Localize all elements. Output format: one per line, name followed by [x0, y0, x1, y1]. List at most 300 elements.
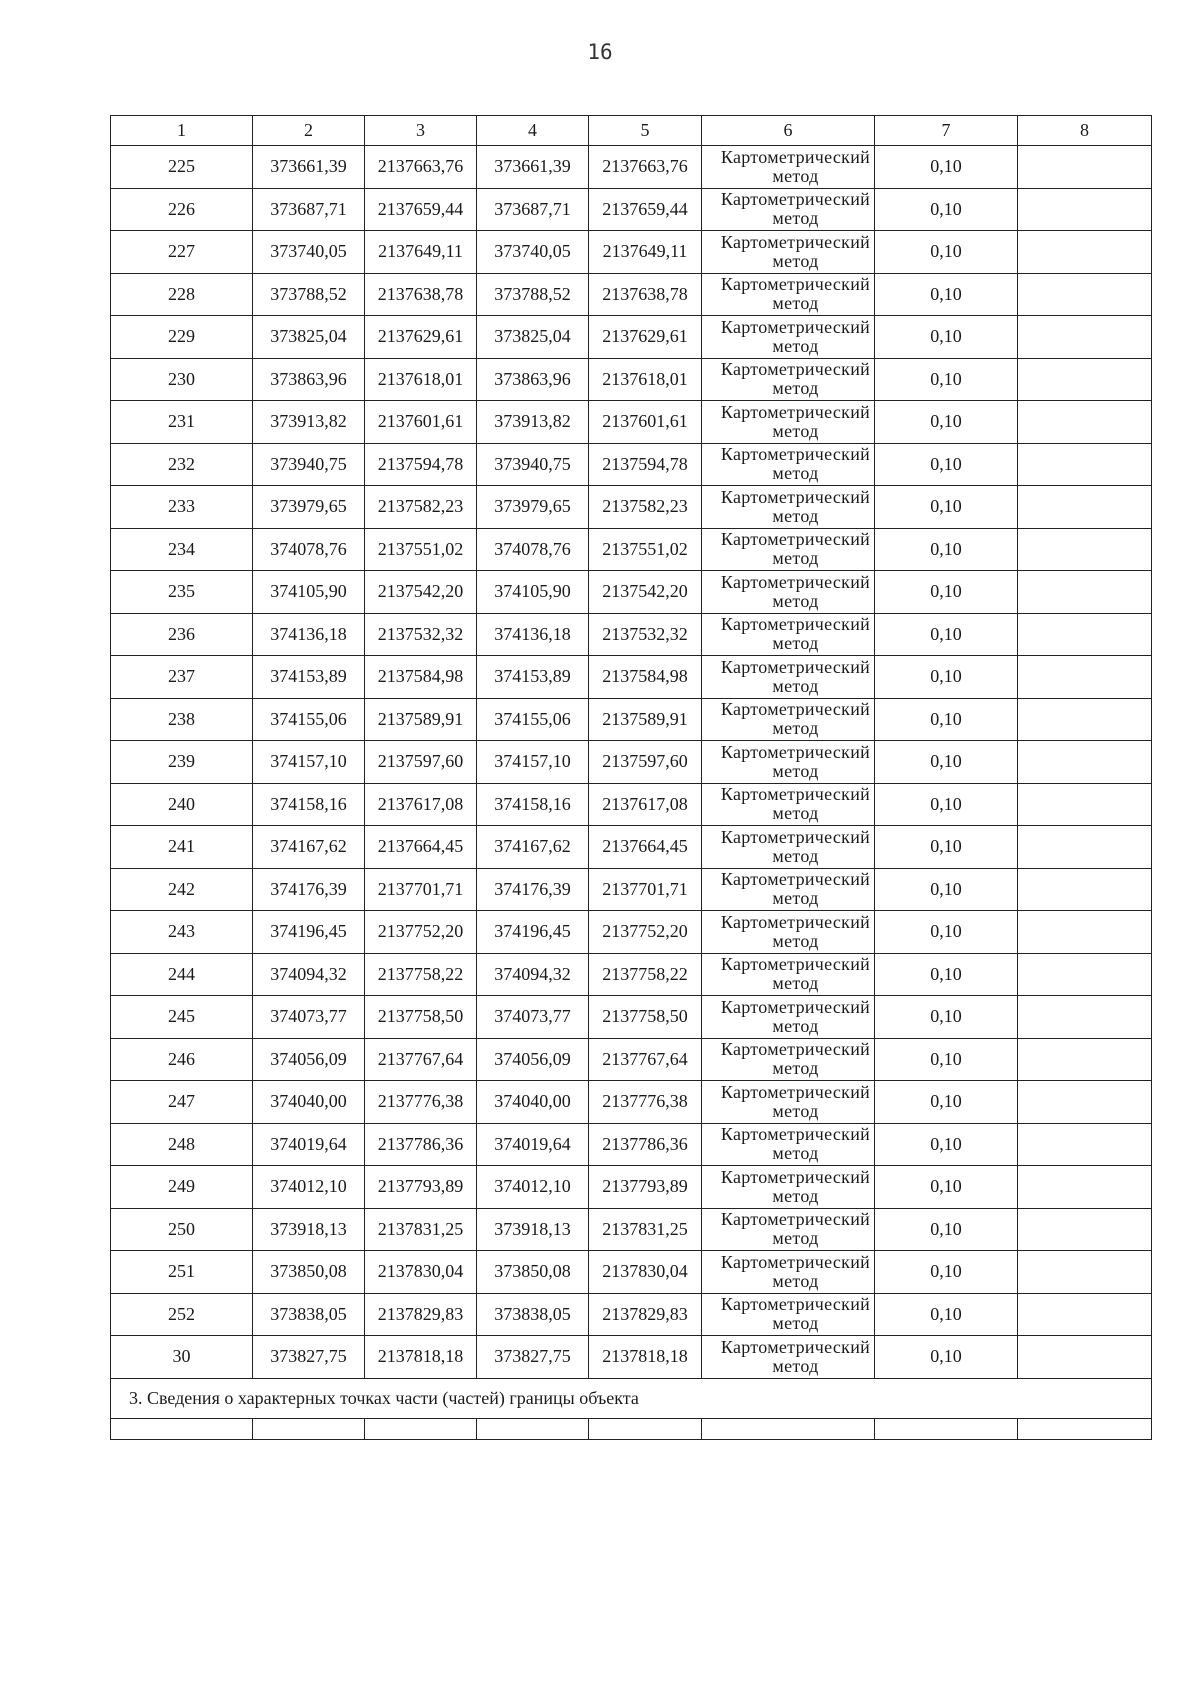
page-number: 16 [587, 40, 613, 64]
point-number-cell: 230 [111, 358, 253, 401]
determination-method-cell [702, 1166, 875, 1209]
y-coordinate-new-cell: 2137818,18 [589, 1336, 702, 1379]
y-coordinate-cell: 2137629,61 [365, 316, 477, 359]
x-coordinate-new-cell: 373838,05 [477, 1293, 589, 1336]
point-number-cell: 233 [111, 486, 253, 529]
table-row [111, 613, 1152, 656]
y-coordinate-new-cell: 2137664,45 [589, 826, 702, 869]
note-cell [1018, 1038, 1152, 1081]
method-line: Картометрический [720, 1336, 871, 1357]
determination-method-cell [702, 1038, 875, 1081]
y-coordinate-new-cell: 2137776,38 [589, 1081, 702, 1124]
table-row [111, 868, 1152, 911]
y-coordinate-cell: 2137638,78 [365, 273, 477, 316]
column-header: 2 [253, 116, 365, 146]
y-coordinate-new-cell: 2137649,11 [589, 231, 702, 274]
x-coordinate-cell: 374105,90 [253, 571, 365, 614]
table-row [111, 1038, 1152, 1081]
point-number-cell: 228 [111, 273, 253, 316]
y-coordinate-cell: 2137618,01 [365, 358, 477, 401]
y-coordinate-new-cell: 2137551,02 [589, 528, 702, 571]
table-row [111, 1081, 1152, 1124]
note-cell [1018, 911, 1152, 954]
y-coordinate-new-cell: 2137532,32 [589, 613, 702, 656]
method-line: метод [772, 463, 819, 484]
determination-method-cell [702, 613, 875, 656]
column-header: 4 [477, 116, 589, 146]
x-coordinate-cell: 374136,18 [253, 613, 365, 656]
method-line: метод [772, 888, 819, 909]
point-number-cell: 250 [111, 1208, 253, 1251]
x-coordinate-new-cell: 374155,06 [477, 698, 589, 741]
method-line: метод [772, 1313, 819, 1334]
y-coordinate-new-cell: 2137829,83 [589, 1293, 702, 1336]
table-cell [477, 1418, 589, 1439]
table-row [111, 443, 1152, 486]
note-cell [1018, 868, 1152, 911]
method-line: метод [772, 845, 819, 866]
method-line: Картометрический [720, 1039, 871, 1060]
point-number-cell: 235 [111, 571, 253, 614]
point-number-cell: 227 [111, 231, 253, 274]
x-coordinate-cell: 374157,10 [253, 741, 365, 784]
note-cell [1018, 1208, 1152, 1251]
accuracy-cell: 0,10 [875, 1293, 1018, 1336]
determination-method-cell [702, 656, 875, 699]
x-coordinate-cell: 373687,71 [253, 188, 365, 231]
determination-method-cell [702, 1251, 875, 1294]
method-line: метод [772, 1015, 819, 1036]
table-row [111, 273, 1152, 316]
table-row [111, 953, 1152, 996]
x-coordinate-new-cell: 373913,82 [477, 401, 589, 444]
x-coordinate-cell: 374078,76 [253, 528, 365, 571]
x-coordinate-cell: 373788,52 [253, 273, 365, 316]
point-number-cell: 243 [111, 911, 253, 954]
note-cell [1018, 358, 1152, 401]
determination-method-cell [702, 1293, 875, 1336]
x-coordinate-cell: 373863,96 [253, 358, 365, 401]
column-header: 8 [1018, 116, 1152, 146]
method-line: метод [772, 718, 819, 739]
method-line: Картометрический [720, 784, 871, 805]
x-coordinate-new-cell: 374105,90 [477, 571, 589, 614]
y-coordinate-new-cell: 2137758,22 [589, 953, 702, 996]
y-coordinate-new-cell: 2137542,20 [589, 571, 702, 614]
table-cell [875, 1418, 1018, 1439]
note-cell [1018, 783, 1152, 826]
y-coordinate-cell: 2137701,71 [365, 868, 477, 911]
method-line: Картометрический [720, 741, 871, 762]
x-coordinate-cell: 374056,09 [253, 1038, 365, 1081]
y-coordinate-new-cell: 2137701,71 [589, 868, 702, 911]
x-coordinate-new-cell: 374012,10 [477, 1166, 589, 1209]
table-cell [1018, 1418, 1152, 1439]
method-line: метод [772, 1355, 819, 1376]
point-number-cell: 248 [111, 1123, 253, 1166]
column-header: 3 [365, 116, 477, 146]
y-coordinate-new-cell: 2137767,64 [589, 1038, 702, 1081]
section-3-title: 3. Сведения о характерных точках части (частей) границы объекта [111, 1378, 1152, 1418]
point-number-cell: 238 [111, 698, 253, 741]
method-line: Картометрический [720, 954, 871, 975]
method-line: Картометрический [720, 1081, 871, 1102]
accuracy-cell: 0,10 [875, 1038, 1018, 1081]
y-coordinate-cell: 2137786,36 [365, 1123, 477, 1166]
point-number-cell: 229 [111, 316, 253, 359]
method-line: метод [772, 675, 819, 696]
x-coordinate-new-cell: 374136,18 [477, 613, 589, 656]
accuracy-cell: 0,10 [875, 953, 1018, 996]
note-cell [1018, 146, 1152, 189]
y-coordinate-new-cell: 2137831,25 [589, 1208, 702, 1251]
table-row [111, 231, 1152, 274]
coordinates-table [110, 115, 1152, 1440]
method-line: Картометрический [720, 614, 871, 635]
table-row [111, 1251, 1152, 1294]
table-cell [589, 1418, 702, 1439]
table-row [111, 656, 1152, 699]
accuracy-cell: 0,10 [875, 358, 1018, 401]
table-row [111, 146, 1152, 189]
note-cell [1018, 1123, 1152, 1166]
point-number-cell: 245 [111, 996, 253, 1039]
determination-method-cell [702, 698, 875, 741]
note-cell [1018, 1251, 1152, 1294]
method-line: метод [772, 335, 819, 356]
determination-method-cell [702, 826, 875, 869]
x-coordinate-new-cell: 373687,71 [477, 188, 589, 231]
x-coordinate-cell: 373661,39 [253, 146, 365, 189]
method-line: Картометрический [720, 996, 871, 1017]
x-coordinate-new-cell: 373740,05 [477, 231, 589, 274]
method-line: Картометрический [720, 146, 871, 167]
table-row [111, 358, 1152, 401]
x-coordinate-new-cell: 373940,75 [477, 443, 589, 486]
method-line: метод [772, 1270, 819, 1291]
y-coordinate-cell: 2137649,11 [365, 231, 477, 274]
accuracy-cell: 0,10 [875, 1208, 1018, 1251]
method-line: Картометрический [720, 274, 871, 295]
y-coordinate-cell: 2137617,08 [365, 783, 477, 826]
note-cell [1018, 1336, 1152, 1379]
point-number-cell: 241 [111, 826, 253, 869]
method-line: метод [772, 760, 819, 781]
accuracy-cell: 0,10 [875, 741, 1018, 784]
x-coordinate-new-cell: 373788,52 [477, 273, 589, 316]
y-coordinate-new-cell: 2137659,44 [589, 188, 702, 231]
method-line: метод [772, 548, 819, 569]
note-cell [1018, 1166, 1152, 1209]
determination-method-cell [702, 486, 875, 529]
note-cell [1018, 443, 1152, 486]
method-line: Картометрический [720, 1251, 871, 1272]
y-coordinate-cell: 2137551,02 [365, 528, 477, 571]
method-line: метод [772, 1143, 819, 1164]
method-line: метод [772, 293, 819, 314]
point-number-cell: 231 [111, 401, 253, 444]
note-cell [1018, 231, 1152, 274]
column-header: 7 [875, 116, 1018, 146]
table-row [111, 401, 1152, 444]
table-row [111, 571, 1152, 614]
method-line: метод [772, 1100, 819, 1121]
method-line: метод [772, 1058, 819, 1079]
y-coordinate-cell: 2137601,61 [365, 401, 477, 444]
method-line: метод [772, 505, 819, 526]
point-number-cell: 226 [111, 188, 253, 231]
table-cell [702, 1418, 875, 1439]
method-line: Картометрический [720, 359, 871, 380]
y-coordinate-new-cell: 2137663,76 [589, 146, 702, 189]
point-number-cell: 249 [111, 1166, 253, 1209]
accuracy-cell: 0,10 [875, 1336, 1018, 1379]
y-coordinate-new-cell: 2137758,50 [589, 996, 702, 1039]
accuracy-cell: 0,10 [875, 826, 1018, 869]
table-row [111, 1293, 1152, 1336]
table-row [111, 188, 1152, 231]
determination-method-cell [702, 231, 875, 274]
method-line: метод [772, 930, 819, 951]
y-coordinate-cell: 2137831,25 [365, 1208, 477, 1251]
table-row [111, 1166, 1152, 1209]
y-coordinate-new-cell: 2137589,91 [589, 698, 702, 741]
table-row [111, 783, 1152, 826]
y-coordinate-cell: 2137663,76 [365, 146, 477, 189]
determination-method-cell [702, 996, 875, 1039]
method-line: метод [772, 590, 819, 611]
x-coordinate-new-cell: 374073,77 [477, 996, 589, 1039]
method-line: Картометрический [720, 1124, 871, 1145]
x-coordinate-new-cell: 373661,39 [477, 146, 589, 189]
determination-method-cell [702, 528, 875, 571]
point-number-cell: 247 [111, 1081, 253, 1124]
table-row [111, 316, 1152, 359]
accuracy-cell: 0,10 [875, 1081, 1018, 1124]
y-coordinate-new-cell: 2137793,89 [589, 1166, 702, 1209]
y-coordinate-cell: 2137793,89 [365, 1166, 477, 1209]
accuracy-cell: 0,10 [875, 401, 1018, 444]
accuracy-cell: 0,10 [875, 996, 1018, 1039]
method-line: Картометрический [720, 826, 871, 847]
y-coordinate-new-cell: 2137597,60 [589, 741, 702, 784]
y-coordinate-cell: 2137664,45 [365, 826, 477, 869]
table-cell [111, 1418, 253, 1439]
method-line: Картометрический [720, 656, 871, 677]
y-coordinate-cell: 2137532,32 [365, 613, 477, 656]
x-coordinate-new-cell: 374157,10 [477, 741, 589, 784]
x-coordinate-new-cell: 373918,13 [477, 1208, 589, 1251]
method-line: метод [772, 378, 819, 399]
x-coordinate-new-cell: 374078,76 [477, 528, 589, 571]
method-line: метод [772, 250, 819, 271]
method-line: Картометрический [720, 231, 871, 252]
point-number-cell: 252 [111, 1293, 253, 1336]
y-coordinate-new-cell: 2137752,20 [589, 911, 702, 954]
note-cell [1018, 826, 1152, 869]
accuracy-cell: 0,10 [875, 783, 1018, 826]
x-coordinate-new-cell: 374019,64 [477, 1123, 589, 1166]
point-number-cell: 244 [111, 953, 253, 996]
x-coordinate-new-cell: 373825,04 [477, 316, 589, 359]
determination-method-cell [702, 401, 875, 444]
note-cell [1018, 401, 1152, 444]
x-coordinate-new-cell: 374158,16 [477, 783, 589, 826]
y-coordinate-cell: 2137829,83 [365, 1293, 477, 1336]
y-coordinate-cell: 2137776,38 [365, 1081, 477, 1124]
method-line: Картометрический [720, 316, 871, 337]
determination-method-cell [702, 1123, 875, 1166]
y-coordinate-cell: 2137767,64 [365, 1038, 477, 1081]
x-coordinate-cell: 373740,05 [253, 231, 365, 274]
table-row [111, 996, 1152, 1039]
point-number-cell: 246 [111, 1038, 253, 1081]
x-coordinate-new-cell: 374040,00 [477, 1081, 589, 1124]
y-coordinate-cell: 2137758,22 [365, 953, 477, 996]
method-line: Картометрический [720, 571, 871, 592]
method-line: метод [772, 803, 819, 824]
table-row [111, 1208, 1152, 1251]
method-line: Картометрический [720, 1294, 871, 1315]
point-number-cell: 237 [111, 656, 253, 699]
accuracy-cell: 0,10 [875, 868, 1018, 911]
determination-method-cell [702, 146, 875, 189]
x-coordinate-cell: 373825,04 [253, 316, 365, 359]
x-coordinate-new-cell: 374094,32 [477, 953, 589, 996]
note-cell [1018, 613, 1152, 656]
y-coordinate-cell: 2137659,44 [365, 188, 477, 231]
y-coordinate-new-cell: 2137629,61 [589, 316, 702, 359]
x-coordinate-new-cell: 374196,45 [477, 911, 589, 954]
empty-row [111, 1418, 1152, 1439]
table-row [111, 911, 1152, 954]
y-coordinate-cell: 2137597,60 [365, 741, 477, 784]
accuracy-cell: 0,10 [875, 1123, 1018, 1166]
accuracy-cell: 0,10 [875, 486, 1018, 529]
y-coordinate-cell: 2137830,04 [365, 1251, 477, 1294]
method-line: Картометрический [720, 1166, 871, 1187]
table-row [111, 1336, 1152, 1379]
note-cell [1018, 1293, 1152, 1336]
method-line: Картометрический [720, 1209, 871, 1230]
y-coordinate-new-cell: 2137830,04 [589, 1251, 702, 1294]
determination-method-cell [702, 1081, 875, 1124]
determination-method-cell [702, 911, 875, 954]
x-coordinate-cell: 374012,10 [253, 1166, 365, 1209]
accuracy-cell: 0,10 [875, 571, 1018, 614]
table-row [111, 826, 1152, 869]
y-coordinate-new-cell: 2137594,78 [589, 443, 702, 486]
accuracy-cell: 0,10 [875, 613, 1018, 656]
x-coordinate-cell: 374176,39 [253, 868, 365, 911]
determination-method-cell [702, 443, 875, 486]
y-coordinate-cell: 2137594,78 [365, 443, 477, 486]
accuracy-cell: 0,10 [875, 146, 1018, 189]
point-number-cell: 239 [111, 741, 253, 784]
accuracy-cell: 0,10 [875, 1166, 1018, 1209]
y-coordinate-new-cell: 2137582,23 [589, 486, 702, 529]
note-cell [1018, 528, 1152, 571]
point-number-cell: 232 [111, 443, 253, 486]
y-coordinate-new-cell: 2137601,61 [589, 401, 702, 444]
method-line: метод [772, 208, 819, 229]
point-number-cell: 30 [111, 1336, 253, 1379]
determination-method-cell [702, 953, 875, 996]
table-row [111, 698, 1152, 741]
accuracy-cell: 0,10 [875, 698, 1018, 741]
y-coordinate-cell: 2137584,98 [365, 656, 477, 699]
note-cell [1018, 996, 1152, 1039]
x-coordinate-cell: 374019,64 [253, 1123, 365, 1166]
note-cell [1018, 656, 1152, 699]
note-cell [1018, 316, 1152, 359]
column-header: 6 [702, 116, 875, 146]
accuracy-cell: 0,10 [875, 231, 1018, 274]
determination-method-cell [702, 316, 875, 359]
accuracy-cell: 0,10 [875, 273, 1018, 316]
determination-method-cell [702, 1208, 875, 1251]
table-row [111, 1123, 1152, 1166]
determination-method-cell [702, 741, 875, 784]
column-header-row [111, 116, 1152, 146]
x-coordinate-new-cell: 374056,09 [477, 1038, 589, 1081]
x-coordinate-new-cell: 373863,96 [477, 358, 589, 401]
note-cell [1018, 741, 1152, 784]
determination-method-cell [702, 783, 875, 826]
note-cell [1018, 273, 1152, 316]
method-line: метод [772, 633, 819, 654]
x-coordinate-cell: 373913,82 [253, 401, 365, 444]
x-coordinate-cell: 373838,05 [253, 1293, 365, 1336]
y-coordinate-new-cell: 2137618,01 [589, 358, 702, 401]
y-coordinate-cell: 2137818,18 [365, 1336, 477, 1379]
point-number-cell: 242 [111, 868, 253, 911]
x-coordinate-cell: 374196,45 [253, 911, 365, 954]
x-coordinate-cell: 374073,77 [253, 996, 365, 1039]
accuracy-cell: 0,10 [875, 528, 1018, 571]
method-line: Картометрический [720, 486, 871, 507]
section-row [111, 1378, 1152, 1418]
accuracy-cell: 0,10 [875, 1251, 1018, 1294]
y-coordinate-cell: 2137758,50 [365, 996, 477, 1039]
y-coordinate-cell: 2137582,23 [365, 486, 477, 529]
table-body [111, 146, 1152, 1379]
y-coordinate-new-cell: 2137617,08 [589, 783, 702, 826]
method-line: метод [772, 420, 819, 441]
determination-method-cell [702, 358, 875, 401]
note-cell [1018, 953, 1152, 996]
column-header: 1 [111, 116, 253, 146]
x-coordinate-cell: 373918,13 [253, 1208, 365, 1251]
note-cell [1018, 698, 1152, 741]
x-coordinate-cell: 373940,75 [253, 443, 365, 486]
method-line: Картометрический [720, 699, 871, 720]
point-number-cell: 236 [111, 613, 253, 656]
method-line: метод [772, 165, 819, 186]
table-row [111, 528, 1152, 571]
determination-method-cell [702, 188, 875, 231]
y-coordinate-new-cell: 2137638,78 [589, 273, 702, 316]
x-coordinate-cell: 373979,65 [253, 486, 365, 529]
method-line: метод [772, 1228, 819, 1249]
note-cell [1018, 571, 1152, 614]
y-coordinate-cell: 2137542,20 [365, 571, 477, 614]
method-line: метод [772, 1185, 819, 1206]
note-cell [1018, 486, 1152, 529]
method-line: Картометрический [720, 189, 871, 210]
determination-method-cell [702, 273, 875, 316]
method-line: Картометрический [720, 444, 871, 465]
